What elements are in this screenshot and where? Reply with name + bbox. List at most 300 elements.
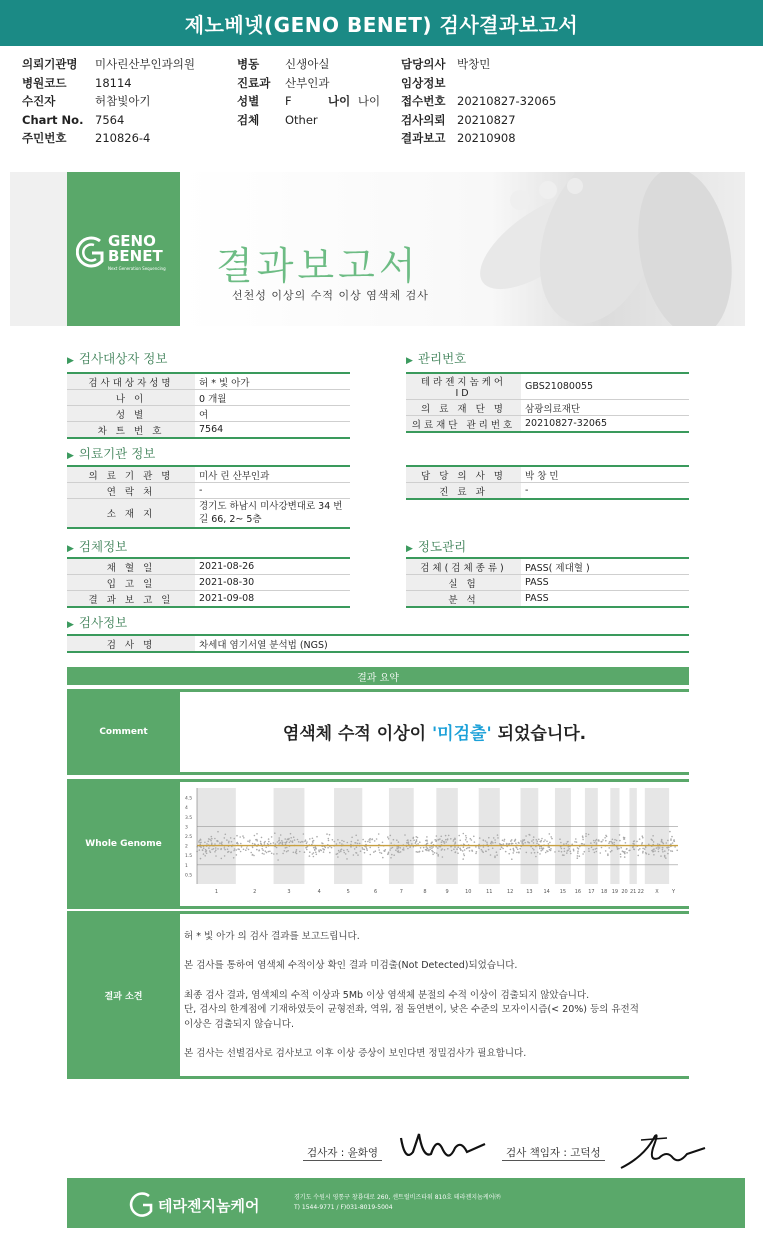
- header-field-value: 허참빛아기: [95, 94, 151, 108]
- data-point: [488, 849, 490, 851]
- data-point: [366, 849, 368, 851]
- data-point: [674, 846, 676, 848]
- data-point: [436, 852, 438, 854]
- data-point: [304, 841, 306, 843]
- data-point: [639, 838, 641, 840]
- data-point: [444, 842, 446, 844]
- data-point: [355, 835, 357, 837]
- data-point: [563, 843, 565, 845]
- data-point: [306, 843, 308, 845]
- data-point: [466, 837, 468, 839]
- genome-label: Whole Genome: [67, 782, 180, 906]
- data-point: [582, 835, 584, 837]
- data-point: [279, 839, 281, 841]
- data-point: [216, 840, 218, 842]
- data-point: [284, 842, 286, 844]
- data-point: [256, 849, 258, 851]
- data-point: [497, 834, 499, 836]
- data-point: [396, 846, 398, 848]
- data-point: [456, 848, 458, 850]
- data-point: [664, 856, 666, 858]
- header-field-key: 임상정보: [401, 75, 446, 90]
- data-point: [217, 848, 219, 850]
- chromosome-label: 8: [423, 889, 427, 895]
- data-point: [224, 855, 226, 857]
- data-point: [554, 851, 556, 853]
- data-point: [464, 849, 466, 851]
- row-value: 20210827-32065: [521, 416, 689, 433]
- row-value: PASS: [521, 575, 689, 591]
- data-point: [345, 853, 347, 855]
- data-point: [289, 842, 291, 844]
- data-point: [469, 850, 471, 852]
- data-point: [259, 849, 261, 851]
- data-point: [467, 847, 469, 849]
- data-point: [577, 850, 579, 852]
- data-point: [354, 848, 356, 850]
- data-point: [607, 855, 609, 857]
- row-value: 미사 린 산부인과: [195, 466, 350, 483]
- data-point: [672, 850, 674, 852]
- y-tick-label: 3: [185, 825, 188, 831]
- data-point: [293, 852, 295, 854]
- data-point: [407, 848, 409, 850]
- data-point: [626, 852, 628, 854]
- chromosome-label: 11: [486, 889, 493, 895]
- data-point: [309, 838, 311, 840]
- data-point: [570, 851, 572, 853]
- data-point: [338, 850, 340, 852]
- data-point: [224, 847, 226, 849]
- logo-text-1: GENO: [108, 232, 156, 250]
- row-label: 담 당 의 사 명: [406, 466, 521, 483]
- data-point: [230, 851, 232, 853]
- data-point: [450, 838, 452, 840]
- data-point: [284, 850, 286, 852]
- data-point: [313, 856, 315, 858]
- data-point: [606, 836, 608, 838]
- data-point: [277, 859, 279, 861]
- data-point: [423, 847, 425, 849]
- data-point: [494, 839, 496, 841]
- data-point: [220, 848, 222, 850]
- data-point: [420, 847, 422, 849]
- data-point: [665, 857, 667, 859]
- data-point: [465, 835, 467, 837]
- header-field-key: 검체: [237, 112, 260, 127]
- data-point: [426, 840, 428, 842]
- data-point: [522, 839, 524, 841]
- data-point: [309, 855, 311, 857]
- data-point: [437, 855, 439, 857]
- header-field-value: 신생아실: [285, 57, 330, 71]
- data-point: [398, 841, 400, 843]
- data-point: [653, 841, 655, 843]
- y-tick-label: 1: [185, 863, 188, 869]
- data-point: [391, 854, 393, 856]
- data-point: [626, 848, 628, 850]
- row-value: -: [521, 483, 689, 500]
- data-point: [577, 855, 579, 857]
- header-field-key: 병원코드: [22, 75, 67, 90]
- doctor-table: [406, 465, 689, 500]
- data-point: [602, 839, 604, 841]
- data-point: [431, 842, 433, 844]
- data-point: [529, 842, 531, 844]
- data-point: [250, 852, 252, 854]
- data-point: [500, 846, 502, 848]
- data-point: [642, 837, 644, 839]
- table-row: [406, 373, 689, 400]
- data-point: [670, 850, 672, 852]
- data-point: [211, 838, 213, 840]
- data-point: [551, 838, 553, 840]
- data-point: [339, 842, 341, 844]
- data-point: [531, 840, 533, 842]
- table-row: [406, 416, 689, 433]
- table-row: [67, 635, 689, 652]
- data-point: [249, 841, 251, 843]
- row-value: 2021-08-30: [195, 575, 350, 591]
- data-point: [343, 841, 345, 843]
- header-field-value: 20210827: [457, 112, 516, 127]
- data-point: [224, 837, 226, 839]
- data-point: [502, 848, 504, 850]
- data-point: [524, 842, 526, 844]
- data-point: [332, 839, 334, 841]
- data-point: [364, 852, 366, 854]
- data-point: [432, 854, 434, 856]
- data-point: [416, 851, 418, 853]
- data-point: [532, 848, 534, 850]
- data-point: [351, 841, 353, 843]
- data-point: [214, 851, 216, 853]
- data-point: [558, 850, 560, 852]
- data-point: [217, 831, 219, 833]
- chromosome-band: [436, 788, 458, 884]
- data-point: [526, 852, 528, 854]
- data-point: [642, 851, 644, 853]
- data-point: [416, 836, 418, 838]
- data-point: [525, 835, 527, 837]
- data-point: [303, 833, 305, 835]
- table-row: [67, 499, 350, 529]
- data-point: [207, 841, 209, 843]
- data-point: [419, 851, 421, 853]
- data-point: [519, 848, 521, 850]
- chromosome-label: 9: [445, 889, 449, 895]
- data-point: [235, 849, 237, 851]
- data-point: [236, 854, 238, 856]
- data-point: [561, 848, 563, 850]
- section-institution-info: ▶ 의료기관 정보: [67, 446, 156, 461]
- chromosome-label: 19: [611, 889, 619, 895]
- data-point: [328, 838, 330, 840]
- data-point: [323, 851, 325, 853]
- data-point: [613, 842, 615, 844]
- header-field-key: 병동: [237, 57, 260, 71]
- whole-genome-plot: [183, 784, 686, 904]
- data-point: [400, 851, 402, 853]
- chromosome-band: [479, 788, 500, 884]
- row-label: 연 락 처: [67, 483, 195, 499]
- data-point: [574, 841, 576, 843]
- data-point: [234, 848, 236, 850]
- finding-line-6: 본 검사는 선별검사로 검사보고 이후 이상 증상이 보인다면 정밀검사가 필요합니다.: [184, 1048, 527, 1059]
- data-point: [409, 846, 411, 848]
- data-point: [438, 839, 440, 841]
- chromosome-label: 12: [506, 889, 514, 895]
- data-point: [476, 851, 478, 853]
- data-point: [228, 842, 230, 844]
- y-tick-label: 4: [185, 806, 188, 812]
- data-point: [296, 849, 298, 851]
- chromosome-label: 16: [574, 889, 582, 895]
- data-point: [270, 843, 272, 845]
- data-point: [322, 843, 324, 845]
- data-point: [483, 839, 485, 841]
- data-point: [513, 849, 515, 851]
- header-field-value: Other: [285, 112, 318, 127]
- data-point: [474, 841, 476, 843]
- data-point: [294, 839, 296, 841]
- finding-line-1: 허 * 빛 아가 의 검사 결과를 보고드립니다.: [184, 931, 360, 942]
- chromosome-band: [197, 788, 236, 884]
- not-detected-highlight: '미검출': [431, 724, 492, 744]
- data-point: [204, 842, 206, 844]
- header-field-key: 주민번호: [22, 131, 67, 145]
- data-point: [582, 843, 584, 845]
- header-field: [401, 55, 556, 74]
- data-point: [533, 836, 535, 838]
- data-point: [596, 839, 598, 841]
- data-point: [444, 849, 446, 851]
- data-point: [208, 847, 210, 849]
- data-point: [240, 843, 242, 845]
- data-point: [347, 849, 349, 851]
- data-point: [277, 841, 279, 843]
- data-point: [564, 851, 566, 853]
- data-point: [600, 852, 602, 854]
- data-point: [502, 840, 504, 842]
- data-point: [431, 850, 433, 852]
- data-point: [436, 840, 438, 842]
- data-point: [570, 853, 572, 855]
- data-point: [568, 848, 570, 850]
- data-point: [485, 840, 487, 842]
- data-point: [245, 849, 247, 851]
- data-point: [276, 847, 278, 849]
- data-point: [517, 849, 519, 851]
- table-row: [67, 390, 350, 406]
- chromosome-band: [334, 788, 362, 884]
- data-point: [243, 849, 245, 851]
- data-point: [302, 841, 304, 843]
- chromosome-label: 7: [399, 889, 403, 895]
- data-point: [268, 838, 270, 840]
- data-point: [544, 839, 546, 841]
- header-field-key: 수진자: [22, 94, 56, 108]
- data-point: [390, 847, 392, 849]
- data-point: [516, 852, 518, 854]
- data-point: [563, 854, 565, 856]
- data-point: [296, 853, 298, 855]
- data-point: [473, 836, 475, 838]
- data-point: [417, 843, 419, 845]
- data-point: [297, 839, 299, 841]
- data-point: [287, 850, 289, 852]
- data-point: [504, 839, 506, 841]
- section-management-no: ▶ 관리번호: [406, 351, 467, 366]
- data-point: [466, 841, 468, 843]
- data-point: [413, 839, 415, 841]
- data-point: [524, 839, 526, 841]
- genobenet-logo-icon: [76, 235, 106, 271]
- data-point: [410, 840, 412, 842]
- data-point: [228, 841, 230, 843]
- finding-line-2: 본 검사를 통하여 염색체 수적이상 확인 결과 미검출(Not Detected)되었습니다.: [184, 960, 518, 971]
- data-point: [445, 841, 447, 843]
- data-point: [362, 847, 364, 849]
- data-point: [669, 831, 671, 833]
- header-field: [237, 74, 329, 93]
- row-value: 7564: [195, 422, 350, 439]
- data-point: [422, 850, 424, 852]
- data-point: [658, 851, 660, 853]
- data-point: [611, 850, 613, 852]
- data-point: [535, 856, 537, 858]
- data-point: [585, 833, 587, 835]
- data-point: [624, 853, 626, 855]
- data-point: [518, 842, 520, 844]
- table-row: [67, 483, 350, 499]
- table-row: [67, 591, 350, 608]
- data-point: [482, 852, 484, 854]
- header-field: [22, 92, 195, 111]
- data-point: [540, 841, 542, 843]
- data-point: [269, 851, 271, 853]
- data-point: [499, 843, 501, 845]
- data-point: [560, 842, 562, 844]
- row-label: 검 사 명: [67, 635, 195, 652]
- data-point: [338, 851, 340, 853]
- data-point: [384, 850, 386, 852]
- data-point: [331, 847, 333, 849]
- data-point: [206, 843, 208, 845]
- row-label: 분 석: [406, 591, 521, 608]
- data-point: [491, 841, 493, 843]
- comment-text: 염색체 수적 이상이 '미검출' 되었습니다.: [282, 724, 587, 744]
- header-field-value: 20210908: [457, 131, 516, 145]
- data-point: [281, 842, 283, 844]
- data-point: [623, 838, 625, 840]
- data-point: [442, 856, 444, 858]
- data-point: [648, 844, 650, 846]
- data-point: [508, 843, 510, 845]
- data-point: [488, 837, 490, 839]
- data-point: [378, 847, 380, 849]
- data-point: [436, 835, 438, 837]
- data-point: [315, 851, 317, 853]
- data-point: [546, 850, 548, 852]
- subject-info-table: [67, 372, 350, 439]
- data-point: [564, 848, 566, 850]
- data-point: [431, 847, 433, 849]
- data-point: [344, 852, 346, 854]
- data-point: [388, 838, 390, 840]
- data-point: [596, 851, 598, 853]
- data-point: [598, 840, 600, 842]
- data-point: [566, 852, 568, 854]
- data-point: [670, 838, 672, 840]
- age-key: 나이: [328, 94, 351, 108]
- data-point: [605, 850, 607, 852]
- data-point: [511, 843, 513, 845]
- data-point: [366, 848, 368, 850]
- section-test-info: ▶ 검사정보: [67, 615, 128, 630]
- row-label: 차 트 번 호: [67, 422, 195, 439]
- data-point: [320, 849, 322, 851]
- data-point: [494, 857, 496, 859]
- data-point: [395, 849, 397, 851]
- data-point: [573, 849, 575, 851]
- data-point: [654, 850, 656, 852]
- data-point: [357, 839, 359, 841]
- data-point: [604, 837, 606, 839]
- data-point: [506, 843, 508, 845]
- data-point: [454, 843, 456, 845]
- data-point: [537, 841, 539, 843]
- theragen-logo-icon: [129, 1191, 155, 1217]
- data-point: [485, 851, 487, 853]
- data-point: [633, 848, 635, 850]
- data-point: [608, 847, 610, 849]
- data-point: [576, 841, 578, 843]
- row-value: PASS( 제대혈 ): [521, 558, 689, 575]
- data-point: [262, 849, 264, 851]
- data-point: [281, 840, 283, 842]
- data-point: [318, 849, 320, 851]
- row-label: 소 재 지: [67, 499, 195, 529]
- data-point: [304, 851, 306, 853]
- data-point: [437, 847, 439, 849]
- data-point: [453, 848, 455, 850]
- chromosome-label: 17: [588, 889, 595, 895]
- data-point: [369, 841, 371, 843]
- footer-brand: 테라젠지놈케어: [158, 1197, 260, 1215]
- data-point: [594, 842, 596, 844]
- data-point: [290, 837, 292, 839]
- row-label: 진 료 과: [406, 483, 521, 500]
- data-point: [634, 840, 636, 842]
- data-point: [280, 834, 282, 836]
- data-point: [642, 842, 644, 844]
- data-point: [662, 847, 664, 849]
- chromosome-label: Y: [672, 889, 676, 895]
- data-point: [406, 842, 408, 844]
- data-point: [211, 836, 213, 838]
- y-tick-label: 4.5: [185, 796, 193, 802]
- row-label: 입 고 일: [67, 575, 195, 591]
- data-point: [596, 842, 598, 844]
- data-point: [624, 851, 626, 853]
- data-point: [393, 854, 395, 856]
- data-point: [550, 848, 552, 850]
- data-point: [619, 834, 621, 836]
- data-point: [496, 854, 498, 856]
- data-point: [645, 847, 647, 849]
- y-tick-label: 3.5: [185, 815, 193, 821]
